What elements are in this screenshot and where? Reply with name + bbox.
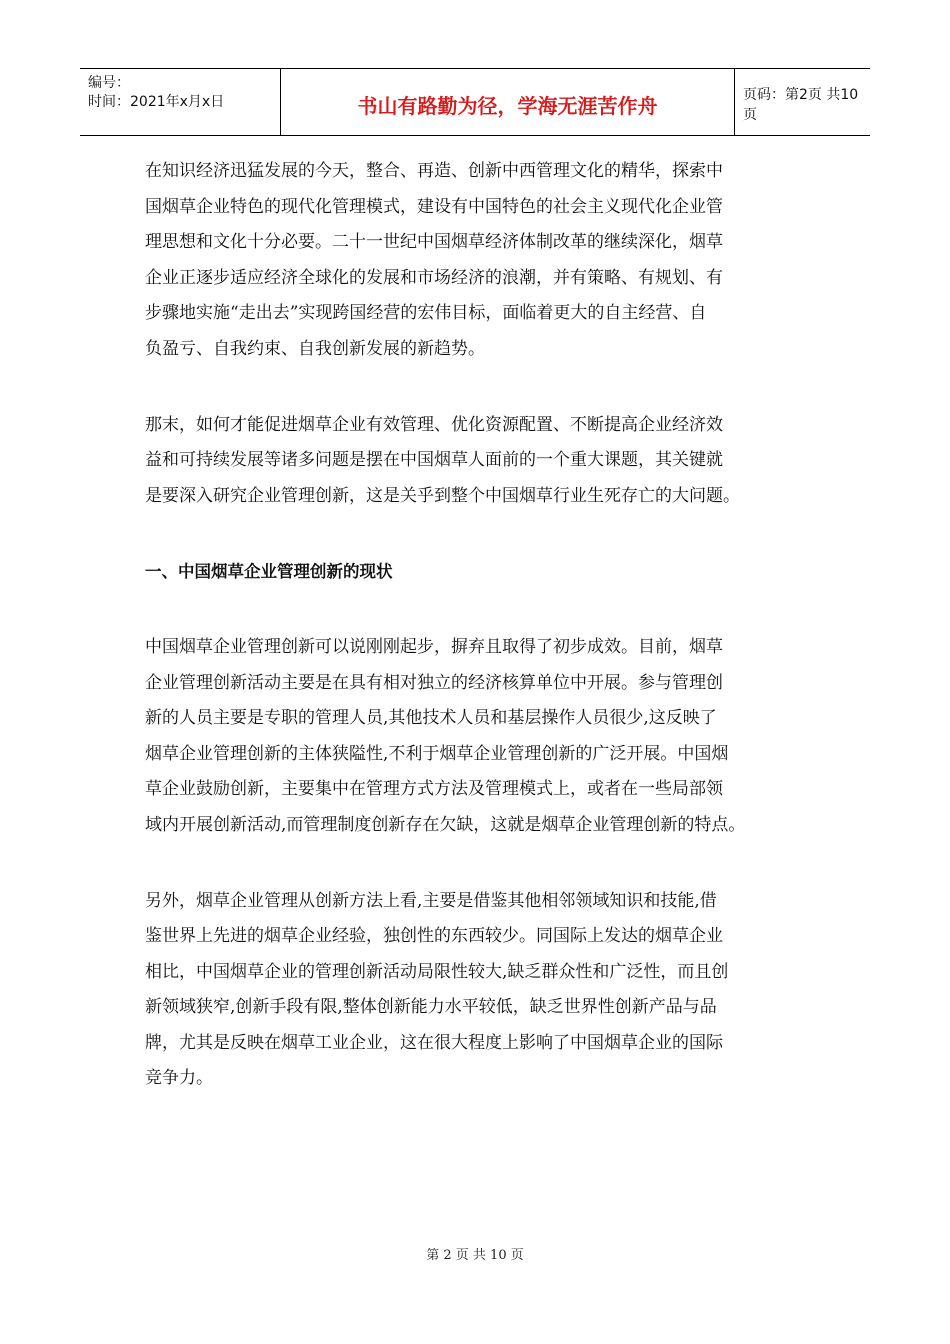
text-line: 企业正逐步适应经济全球化的发展和市场经济的浪潮，并有策略、有规划、有 — [145, 267, 723, 288]
page-footer: 第 2 页 共 10 页 — [426, 1248, 524, 1263]
text-line: 益和可持续发展等诸多问题是摆在中国烟草人面前的一个重大课题，其关键就 — [145, 450, 723, 471]
text-line: 烟草企业管理创新的主体狭隘性,不利于烟草企业管理创新的广泛开展。中国烟 — [145, 743, 729, 764]
text-line: 企业管理创新活动主要是在具有相对独立的经济核算单位中开展。参与管理创 — [145, 672, 723, 693]
page-header — [80, 68, 870, 136]
text-line: 理思想和文化十分必要。二十一世纪中国烟草经济体制改革的继续深化，烟草 — [145, 232, 723, 253]
text-line: 竞争力。 — [145, 1068, 213, 1089]
text-line: 草企业鼓励创新，主要集中在管理方式方法及管理模式上，或者在一些局部领 — [145, 779, 723, 800]
header-meta — [80, 69, 280, 135]
text-line: 域内开展创新活动,而管理制度创新存在欠缺，这就是烟草企业管理创新的特点。 — [145, 814, 746, 835]
document-body — [145, 154, 825, 1137]
section-heading: 一、中国烟草企业管理创新的现状 — [145, 562, 393, 582]
paragraph-3 — [145, 630, 825, 844]
text-line: 负盈亏、自我约束、自我创新发展的新趋势。 — [145, 338, 485, 359]
text-line: 步骤地实施“走出去”实现跨国经营的宏伟目标，面临着更大的自主经营、自 — [145, 303, 707, 324]
text-line: 鉴世界上先进的烟草企业经验，独创性的东西较少。同国际上发达的烟草企业 — [145, 926, 723, 947]
paragraph-4 — [145, 884, 825, 1098]
text-line: 国烟草企业特色的现代化管理模式，建设有中国特色的社会主义现代化企业管 — [145, 196, 723, 217]
text-line: 牌，尤其是反映在烟草工业企业，这在很大程度上影响了中国烟草企业的国际 — [145, 1032, 723, 1053]
text-line: 中国烟草企业管理创新可以说刚刚起步，摒弃且取得了初步成效。目前，烟草 — [145, 636, 723, 657]
document-time-label: 时间：2021年x月x日 — [88, 94, 225, 110]
text-line: 新领域狭窄,创新手段有限,整体创新能力水平较低，缺乏世界性创新产品与品 — [145, 997, 717, 1018]
paragraph-1 — [145, 154, 825, 368]
text-line: 新的人员主要是专职的管理人员,其他技术人员和基层操作人员很少,这反映了 — [145, 708, 717, 729]
header-page-label: 页码：第2页 共10页 — [743, 87, 859, 123]
text-line: 相比，中国烟草企业的管理创新活动局限性较大,缺乏群众性和广泛性，而且创 — [145, 961, 729, 982]
text-line: 在知识经济迅猛发展的今天，整合、再造、创新中西管理文化的精华，探索中 — [145, 161, 723, 181]
document-number-label: 编号： — [88, 75, 130, 91]
text-line: 是要深入研究企业管理创新，这是关乎到整个中国烟草行业生死存亡的大问题。 — [145, 485, 740, 506]
text-line: 那末，如何才能促进烟草企业有效管理、优化资源配置、不断提高企业经济效 — [145, 414, 723, 435]
text-line: 另外，烟草企业管理从创新方法上看,主要是借鉴其他相邻领域知识和技能,借 — [145, 890, 717, 911]
header-motto: 书山有路勤为径，学海无涯苦作舟 — [280, 69, 735, 135]
paragraph-2 — [145, 408, 825, 515]
